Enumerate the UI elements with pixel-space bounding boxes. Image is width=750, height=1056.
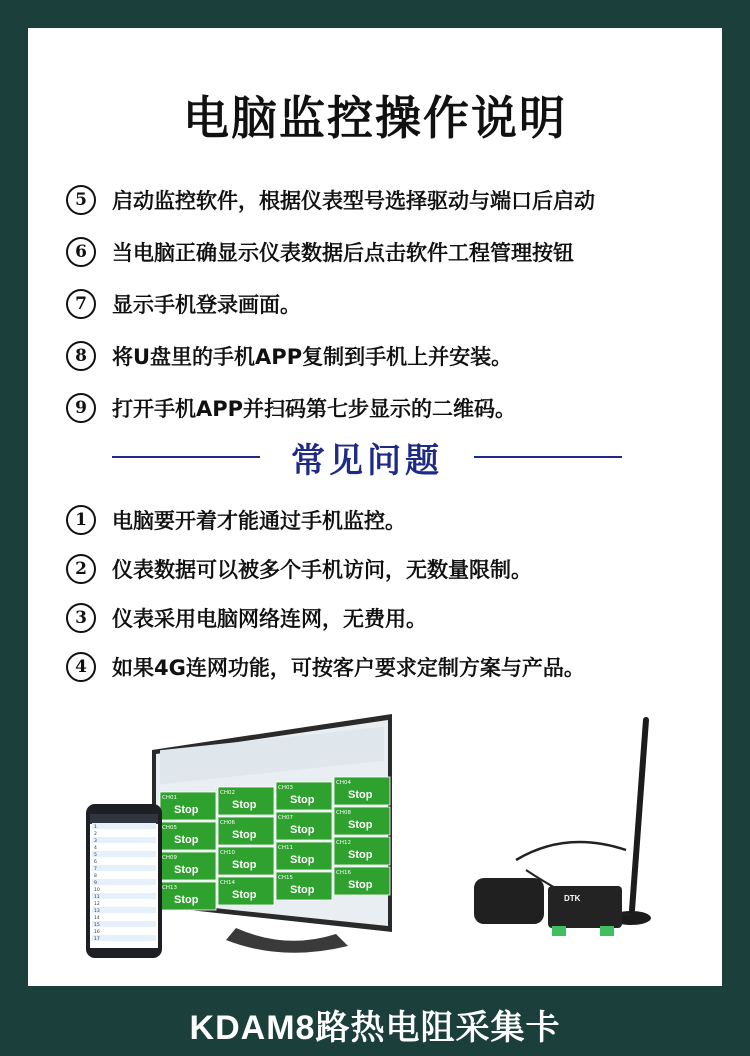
faq-number: 4 [66, 652, 96, 682]
channel-status: Stop [290, 854, 315, 866]
channel-status: Stop [348, 789, 373, 801]
faq-header [112, 432, 622, 482]
faq-number: 2 [66, 554, 96, 584]
power-adapter [474, 878, 544, 924]
phone-row [92, 893, 156, 899]
step-text: 当电脑正确显示仪表数据后点击软件工程管理按钮 [112, 241, 574, 265]
channel-label: CH04 [336, 780, 351, 786]
phone-row-number: 1 [94, 825, 97, 830]
faq-text: 仪表数据可以被多个手机访问，无数量限制。 [112, 557, 532, 582]
phone-row-number: 15 [94, 923, 100, 928]
phone-row-number: 5 [94, 853, 97, 858]
channel-label: CH11 [278, 845, 293, 851]
faq-item [66, 593, 716, 642]
faq-text: 如果4G连网功能，可按客户要求定制方案与产品。 [112, 655, 585, 680]
step-text: 打开手机APP并扫码第七步显示的二维码。 [112, 397, 517, 421]
channel-status: Stop [232, 889, 257, 901]
phone-row-number: 12 [94, 902, 100, 907]
channel-label: CH15 [278, 875, 293, 881]
phone-row [92, 865, 156, 871]
channel-status: Stop [232, 859, 257, 871]
phone-row-number: 3 [94, 839, 97, 844]
product-photo [86, 710, 694, 962]
channel-status: Stop [174, 894, 199, 906]
step-number: 7 [66, 289, 96, 319]
channel-status: Stop [174, 834, 199, 846]
monitor-illustration [152, 714, 392, 953]
faq-divider-left [112, 456, 260, 458]
step-text: 将U盘里的手机APP复制到手机上并安装。 [112, 345, 513, 369]
faq-list [66, 495, 716, 691]
channel-label: CH14 [220, 880, 235, 886]
step-number: 5 [66, 185, 96, 215]
channel-label: CH01 [162, 795, 177, 801]
channel-status: Stop [232, 799, 257, 811]
phone-row [92, 830, 156, 836]
phone-row [92, 914, 156, 920]
phone-row [92, 872, 156, 878]
phone-row [92, 823, 156, 829]
phone-row-number: 4 [94, 846, 97, 851]
faq-item [66, 642, 716, 691]
step-item [66, 226, 716, 278]
page-title: 电脑监控操作说明 [183, 91, 567, 145]
phone-row-number: 13 [94, 909, 100, 914]
channel-label: CH03 [278, 785, 293, 791]
phone-row-number: 9 [94, 881, 97, 886]
faq-number: 1 [66, 505, 96, 535]
phone-row-number: 8 [94, 874, 97, 879]
faq-text: 仪表采用电脑网络连网，无费用。 [112, 606, 427, 631]
phone-row-number: 11 [94, 895, 100, 900]
channel-status: Stop [290, 794, 315, 806]
phone-data-list [92, 823, 156, 942]
channel-status: Stop [290, 884, 315, 896]
channel-label: CH07 [278, 815, 293, 821]
faq-title: 常见问题 [291, 440, 443, 481]
step-text: 启动监控软件，根据仪表型号选择驱动与端口后启动 [112, 189, 595, 213]
phone-row-number: 17 [94, 937, 100, 942]
faq-number: 3 [66, 603, 96, 633]
channel-status: Stop [348, 849, 373, 861]
phone-row-number: 6 [94, 860, 97, 865]
step-number: 9 [66, 393, 96, 423]
phone-row-number: 16 [94, 930, 100, 935]
faq-item [66, 544, 716, 593]
channel-label: CH02 [220, 790, 235, 796]
step-list [66, 174, 716, 434]
channel-label: CH16 [336, 870, 351, 876]
channel-label: CH10 [220, 850, 235, 856]
channel-status: Stop [174, 804, 199, 816]
phone-row [92, 879, 156, 885]
phone-row [92, 900, 156, 906]
channel-status: Stop [348, 819, 373, 831]
phone-row-number: 14 [94, 916, 100, 921]
phone-row [92, 907, 156, 913]
channel-status: Stop [348, 879, 373, 891]
faq-item [66, 495, 716, 544]
phone-row-number: 2 [94, 832, 97, 837]
monitor-stand [226, 928, 348, 953]
step-item [66, 330, 716, 382]
phone-row-number: 10 [94, 888, 100, 893]
antenna [632, 720, 646, 910]
channel-label: CH05 [162, 825, 177, 831]
phone-row [92, 928, 156, 934]
phone-row [92, 858, 156, 864]
step-text: 显示手机登录画面。 [112, 293, 301, 317]
step-item [66, 278, 716, 330]
faq-text: 电脑要开着才能通过手机监控。 [112, 508, 406, 533]
step-number: 6 [66, 237, 96, 267]
phone-row [92, 844, 156, 850]
device-brand: DTK [564, 894, 581, 903]
step-item [66, 382, 716, 434]
faq-divider-right [474, 456, 622, 458]
channel-status: Stop [174, 864, 199, 876]
channel-label: CH13 [162, 885, 177, 891]
phone-row [92, 935, 156, 941]
converter-box [548, 886, 622, 928]
phone-row-number: 7 [94, 867, 97, 872]
step-number: 8 [66, 341, 96, 371]
phone-row [92, 837, 156, 843]
phone-illustration [86, 804, 162, 958]
device-illustration [474, 720, 651, 936]
phone-row [92, 886, 156, 892]
phone-row [92, 851, 156, 857]
product-name: KDAM8路热电阻采集卡 [189, 1008, 561, 1047]
channel-status: Stop [232, 829, 257, 841]
phone-row [92, 921, 156, 927]
channel-label: CH12 [336, 840, 351, 846]
channel-status: Stop [290, 824, 315, 836]
channel-label: CH08 [336, 810, 351, 816]
channel-label: CH09 [162, 855, 177, 861]
channel-label: CH06 [220, 820, 235, 826]
step-item [66, 174, 716, 226]
